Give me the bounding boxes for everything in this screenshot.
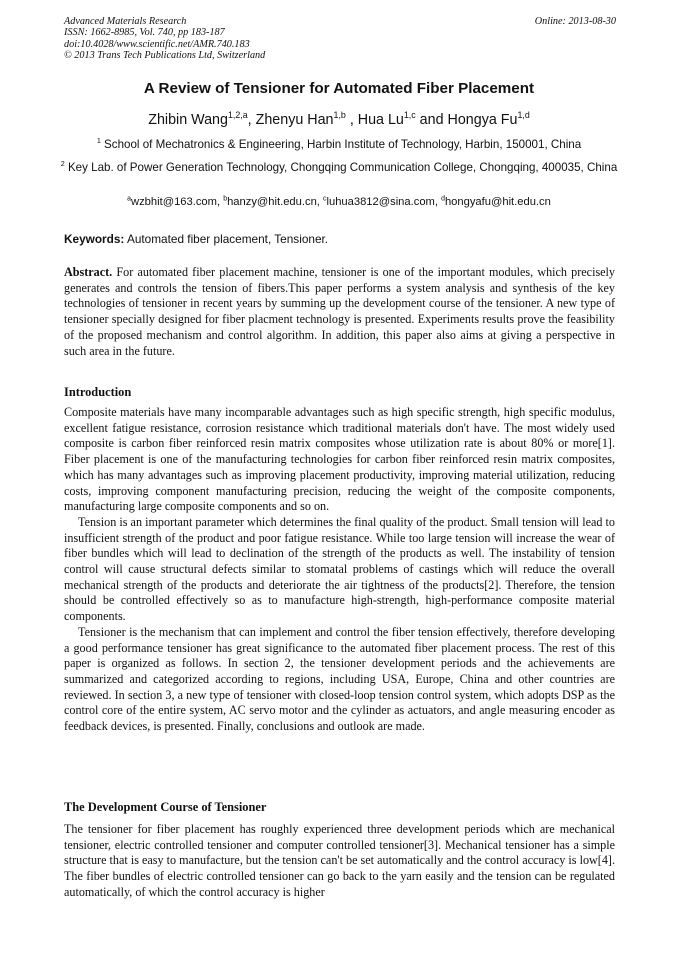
author-name: Zhibin Wang (148, 112, 228, 128)
author-affiliation-mark: 1,d (517, 110, 530, 121)
email-link[interactable]: wzbhit@163.com (131, 196, 217, 208)
email-link[interactable]: hanzy@hit.edu.cn (227, 196, 317, 208)
doi-line: doi:10.4028/www.scientific.net/AMR.740.183 (64, 38, 250, 50)
development-body (64, 822, 615, 901)
affiliation-number: 1 (96, 136, 101, 146)
author-name: Hua Lu (357, 112, 404, 128)
affiliation-2 (60, 160, 618, 175)
keywords-label: Keywords: (64, 232, 125, 246)
affiliation-number: 2 (60, 159, 65, 169)
email-mark: a (127, 195, 131, 203)
email-link[interactable]: hongyafu@hit.edu.cn (444, 196, 551, 208)
journal-name: Advanced Materials Research (64, 16, 187, 27)
copyright-line: © 2013 Trans Tech Publications Ltd, Switzerland (64, 49, 266, 61)
email-mark: d (441, 195, 445, 203)
author-separator: , (247, 112, 256, 128)
keywords (64, 232, 616, 246)
author-affiliation-mark: 1,b (333, 110, 346, 121)
paragraph: The tensioner for fiber placement has roughly experienced three development periods which are mechanical tensioner, electric controlled tensioner and computer controlled tensioner[3]. Mechanical tensioner has a simple structure that is easy to manufacture, but the tension can't be set automatically and the control accuracy is low[4]. The fiber bundles of electric controlled tensioner can go back to the yarn easily and the tension can be regulated automatically, of which the control accuracy is higher (64, 822, 615, 899)
introduction-body (64, 405, 615, 735)
abstract-label: Abstract. (64, 265, 113, 279)
author-name: Hongya Fu (447, 112, 518, 128)
keywords-text: Automated fiber placement, Tensioner. (126, 232, 329, 246)
email-link[interactable]: luhua3812@sina.com (326, 196, 435, 208)
abstract (64, 265, 615, 359)
introduction-heading: Introduction (64, 385, 132, 399)
author-separator: , (345, 112, 358, 128)
email-mark: b (223, 195, 228, 203)
paper-title: A Review of Tensioner for Automated Fiber Placement (143, 80, 535, 97)
email-mark: c (323, 195, 327, 203)
affiliation-1 (60, 137, 618, 152)
paragraph: Tensioner is the mechanism that can implement and control the fiber tension effectively, therefore developing a good performance tensioner has great significance to the automated fiber placement process. The rest of this paper is organized as follows. In section 2, the tensioner development periods and the achievements are summarized and categorized according to regions, including USA, Europe, China and other countries are reviewed. In section 3, a new type of tensioner with closed-loop tension control system, which adopts DSP as the control core of the entire system, AC servo motor and the cylinder as actuators, and angle measuring encoder as feedback devices, is presented. Finally, conclusions and outlook are made. (64, 624, 615, 734)
issn-line: ISSN: 1662-8985, Vol. 740, pp 183-187 (64, 27, 225, 39)
author-affiliation-mark: 1,2,a (227, 110, 248, 121)
online-date: Online: 2013-08-30 (534, 16, 616, 27)
author-affiliation-mark: 1,c (403, 110, 416, 121)
journal-header (64, 16, 616, 61)
abstract-text: For automated fiber placement machine, tensioner is one of the important modules, which precisely generates and controls the tension of fibers.This paper performs a system analysis and synthesis of the key technologies of tensioner in recent years by summing up the development course of the tensioner. A new type of tensioner specially designed for fiber placment technology is presented. Experiments results prove the feasibility of the proposed mechanism and control algorithm. In addition, this paper also aims at giving a perspective in such area in the future. (64, 265, 615, 358)
affiliation-text: Key Lab. of Power Generation Technology, Chongqing Communication College, Chongqing, 400035, China (67, 161, 618, 174)
affiliation-text: School of Mechatronics & Engineering, Harbin Institute of Technology, Harbin, 150001, China (104, 138, 582, 151)
author-name: Zhenyu Han (255, 112, 334, 128)
author-separator: and (415, 112, 448, 128)
development-heading: The Development Course of Tensioner (64, 800, 267, 814)
paragraph: Tension is an important parameter which determines the final quality of the product. Small tension will lead to insufficient strength of the product and poor fatigue resistance. While too large tension will increase the wear of fiber bundles which will lead to declination of the strength of the products as well. The instability of tension control will cause structural defects similar to stomatal problems of castings which will reduce the overall mechanical strength of the products and deteriorate the air tightness of the products[2]. Therefore, the tension should be controlled effectively so as to manufacture high-strength, high-performance composite material components. (64, 514, 615, 624)
email-list: $^a$wzbhit@163.com, $^b$hanzy@hit.edu.cn, $^c$luhua3812@sina.com, $^d$hongyafu@hit.edu.cn (127, 195, 551, 208)
author-list (30, 112, 648, 128)
paragraph: Composite materials have many incomparable advantages such as high specific strength, high specific modulus, excellent fatigue resistance, corrosion resistance which traditional materials don't have. The most widely used composite is carbon fiber reinforced resin matrix composites whose utilization rate is about 80% or more[1]. Fiber placement is one of the manufacturing technologies for carbon fiber reinforced resin matrix composites, which has many advantages such as improving placement productivity, improving material utilization, reducing costs, improving component manufacturing precision, reducing the weight of the composite components, manufacturing large composite components and so on. (64, 405, 615, 514)
